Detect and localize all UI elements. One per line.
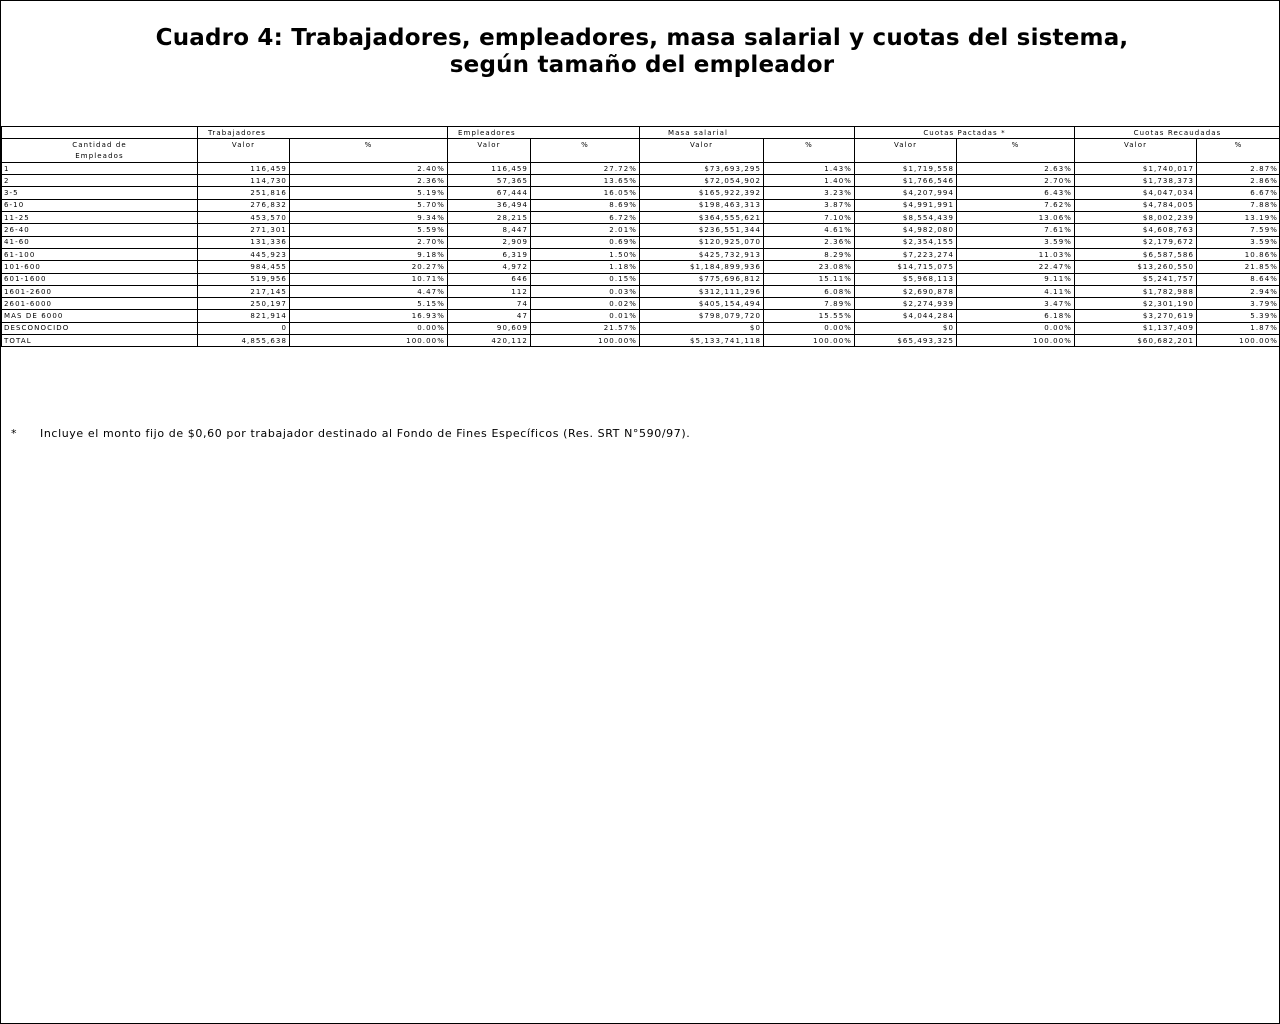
empty-cell — [290, 151, 448, 163]
value-cell: $1,782,988 — [1075, 285, 1197, 297]
sub-header-pct: % — [1197, 139, 1280, 151]
value-cell: 8,447 — [448, 224, 531, 236]
value-cell: 0.69% — [531, 236, 640, 248]
value-cell: 6.67% — [1197, 187, 1280, 199]
group-header-cuotas-pactadas: Cuotas Pactadas * — [855, 127, 1075, 139]
value-cell: $65,493,325 — [855, 335, 957, 347]
value-cell: $8,002,239 — [1075, 212, 1197, 224]
row-label-cell: 2601-6000 — [2, 298, 198, 310]
value-cell: 6.18% — [957, 310, 1075, 322]
value-cell: 0.03% — [531, 285, 640, 297]
value-cell: 2.36% — [290, 175, 448, 187]
value-cell: 20.27% — [290, 261, 448, 273]
sub-header-row — [2, 139, 1280, 151]
value-cell: $425,732,913 — [640, 248, 764, 260]
value-cell: 10.86% — [1197, 248, 1280, 260]
value-cell: 0.01% — [531, 310, 640, 322]
row-label-cell: 601-1600 — [2, 273, 198, 285]
value-cell: 646 — [448, 273, 531, 285]
footnote-marker: * — [11, 427, 18, 440]
empty-cell — [640, 151, 764, 163]
value-cell: 5.15% — [290, 298, 448, 310]
table-row — [2, 310, 1280, 322]
sub-header-valor: Valor — [855, 139, 957, 151]
value-cell: 7.62% — [957, 199, 1075, 211]
value-cell: 74 — [448, 298, 531, 310]
value-cell: 1.50% — [531, 248, 640, 260]
value-cell: $4,047,034 — [1075, 187, 1197, 199]
value-cell: 453,570 — [198, 212, 290, 224]
value-cell: 131,336 — [198, 236, 290, 248]
value-cell: 100.00% — [1197, 335, 1280, 347]
value-cell: 22.47% — [957, 261, 1075, 273]
value-cell: 7.10% — [764, 212, 855, 224]
sub-header-pct: % — [531, 139, 640, 151]
value-cell: 3.23% — [764, 187, 855, 199]
value-cell: 116,459 — [448, 162, 531, 174]
sub-header-pct: % — [957, 139, 1075, 151]
row-label-cell: 1601-2600 — [2, 285, 198, 297]
value-cell: $13,260,550 — [1075, 261, 1197, 273]
value-cell: 0 — [198, 322, 290, 334]
value-cell: $4,207,994 — [855, 187, 957, 199]
value-cell: 2.01% — [531, 224, 640, 236]
value-cell: $0 — [855, 322, 957, 334]
value-cell: 9.34% — [290, 212, 448, 224]
value-cell: 10.71% — [290, 273, 448, 285]
value-cell: $6,587,586 — [1075, 248, 1197, 260]
value-cell: $1,766,546 — [855, 175, 957, 187]
value-cell: 217,145 — [198, 285, 290, 297]
table-row — [2, 224, 1280, 236]
value-cell: 0.00% — [764, 322, 855, 334]
value-cell: $198,463,313 — [640, 199, 764, 211]
value-cell: 6.72% — [531, 212, 640, 224]
value-cell: $3,270,619 — [1075, 310, 1197, 322]
row-label-cell: 101-600 — [2, 261, 198, 273]
value-cell: $2,179,672 — [1075, 236, 1197, 248]
total-row — [2, 335, 1280, 347]
title-line-2: según tamaño del empleador — [449, 52, 835, 78]
data-table — [1, 126, 1280, 347]
row-label-cell: 11-25 — [2, 212, 198, 224]
value-cell: $1,719,558 — [855, 162, 957, 174]
value-cell: 2.86% — [1197, 175, 1280, 187]
value-cell: 11.03% — [957, 248, 1075, 260]
value-cell: 57,365 — [448, 175, 531, 187]
value-cell: 8.64% — [1197, 273, 1280, 285]
value-cell: 13.19% — [1197, 212, 1280, 224]
corner-cell — [2, 127, 198, 139]
value-cell: 2.63% — [957, 162, 1075, 174]
footnote — [11, 427, 690, 440]
footnote-text: Incluye el monto fijo de $0,60 por trabajador destinado al Fondo de Fines Específicos (Res. SRT N°590/97). — [40, 427, 691, 440]
empty-cell — [448, 151, 531, 163]
empty-cell — [1197, 151, 1280, 163]
value-cell: 27.72% — [531, 162, 640, 174]
sub-header-pct: % — [290, 139, 448, 151]
value-cell: $798,079,720 — [640, 310, 764, 322]
value-cell: $5,133,741,118 — [640, 335, 764, 347]
value-cell: 15.11% — [764, 273, 855, 285]
empty-cell — [855, 151, 957, 163]
value-cell: 3.59% — [957, 236, 1075, 248]
value-cell: 3.87% — [764, 199, 855, 211]
value-cell: 4.47% — [290, 285, 448, 297]
value-cell: 2.70% — [290, 236, 448, 248]
value-cell: 90,609 — [448, 322, 531, 334]
value-cell: 4.11% — [957, 285, 1075, 297]
value-cell: 100.00% — [764, 335, 855, 347]
value-cell: 250,197 — [198, 298, 290, 310]
value-cell: 420,112 — [448, 335, 531, 347]
value-cell: 2.36% — [764, 236, 855, 248]
row-label-cell: 1 — [2, 162, 198, 174]
page-title — [1, 25, 1280, 79]
group-header-row — [2, 127, 1280, 139]
value-cell: $2,690,878 — [855, 285, 957, 297]
value-cell: $14,715,075 — [855, 261, 957, 273]
value-cell: $60,682,201 — [1075, 335, 1197, 347]
value-cell: 0.00% — [290, 322, 448, 334]
sub-header-valor: Valor — [640, 139, 764, 151]
value-cell: 2,909 — [448, 236, 531, 248]
value-cell: 1.87% — [1197, 322, 1280, 334]
value-cell: 1.18% — [531, 261, 640, 273]
row-label-cell: TOTAL — [2, 335, 198, 347]
row-label-cell: 6-10 — [2, 199, 198, 211]
value-cell: $1,184,899,936 — [640, 261, 764, 273]
table-row — [2, 236, 1280, 248]
value-cell: $5,968,113 — [855, 273, 957, 285]
row-header-label-line-1: Cantidad de — [2, 139, 198, 151]
row-label-cell: 41-60 — [2, 236, 198, 248]
value-cell: 23.08% — [764, 261, 855, 273]
value-cell: $1,740,017 — [1075, 162, 1197, 174]
value-cell: $312,111,296 — [640, 285, 764, 297]
group-header-cuotas-recaudadas: Cuotas Recaudadas — [1075, 127, 1280, 139]
value-cell: 114,730 — [198, 175, 290, 187]
value-cell: 112 — [448, 285, 531, 297]
value-cell: 0.15% — [531, 273, 640, 285]
value-cell: 9.11% — [957, 273, 1075, 285]
value-cell: 821,914 — [198, 310, 290, 322]
value-cell: 100.00% — [957, 335, 1075, 347]
value-cell: 16.05% — [531, 187, 640, 199]
value-cell: 7.89% — [764, 298, 855, 310]
value-cell: 28,215 — [448, 212, 531, 224]
table-row — [2, 322, 1280, 334]
value-cell: 4,972 — [448, 261, 531, 273]
value-cell: 36,494 — [448, 199, 531, 211]
group-header-empleadores: Empleadores — [448, 127, 640, 139]
value-cell: 7.59% — [1197, 224, 1280, 236]
value-cell: 8.69% — [531, 199, 640, 211]
table-row — [2, 285, 1280, 297]
group-header-masa-salarial: Masa salarial — [640, 127, 855, 139]
value-cell: $2,274,939 — [855, 298, 957, 310]
value-cell: 2.87% — [1197, 162, 1280, 174]
sub-header-valor: Valor — [198, 139, 290, 151]
value-cell: 4,855,638 — [198, 335, 290, 347]
value-cell: 47 — [448, 310, 531, 322]
sub-header-pct: % — [764, 139, 855, 151]
value-cell: 7.61% — [957, 224, 1075, 236]
value-cell: 3.47% — [957, 298, 1075, 310]
value-cell: 21.57% — [531, 322, 640, 334]
value-cell: $4,044,284 — [855, 310, 957, 322]
row-label-cell: MAS DE 6000 — [2, 310, 198, 322]
value-cell: 5.59% — [290, 224, 448, 236]
empty-cell — [764, 151, 855, 163]
empty-cell — [198, 151, 290, 163]
value-cell: $165,922,392 — [640, 187, 764, 199]
row-label-cell: 61-100 — [2, 248, 198, 260]
value-cell: 21.85% — [1197, 261, 1280, 273]
value-cell: 5.39% — [1197, 310, 1280, 322]
value-cell: 519,956 — [198, 273, 290, 285]
value-cell: $4,784,005 — [1075, 199, 1197, 211]
value-cell: 6.43% — [957, 187, 1075, 199]
value-cell: 16.93% — [290, 310, 448, 322]
title-line-1: Cuadro 4: Trabajadores, empleadores, masa salarial y cuotas del sistema, — [155, 25, 1129, 51]
value-cell: $7,223,274 — [855, 248, 957, 260]
value-cell: 9.18% — [290, 248, 448, 260]
value-cell: $72,054,902 — [640, 175, 764, 187]
row-header-label-line-2: Empleados — [2, 151, 198, 163]
empty-cell — [1075, 151, 1197, 163]
value-cell: 2.70% — [957, 175, 1075, 187]
value-cell: $1,137,409 — [1075, 322, 1197, 334]
value-cell: 4.61% — [764, 224, 855, 236]
sub-header-valor: Valor — [448, 139, 531, 151]
table-row — [2, 199, 1280, 211]
value-cell: 100.00% — [290, 335, 448, 347]
group-header-trabajadores: Trabajadores — [198, 127, 448, 139]
value-cell: $775,696,812 — [640, 273, 764, 285]
value-cell: 2.40% — [290, 162, 448, 174]
value-cell: 251,816 — [198, 187, 290, 199]
empty-cell — [957, 151, 1075, 163]
value-cell: $2,301,190 — [1075, 298, 1197, 310]
value-cell: $120,925,070 — [640, 236, 764, 248]
table-row — [2, 248, 1280, 260]
value-cell: 984,455 — [198, 261, 290, 273]
value-cell: 2.94% — [1197, 285, 1280, 297]
value-cell: $73,693,295 — [640, 162, 764, 174]
table-row — [2, 187, 1280, 199]
value-cell: 8.29% — [764, 248, 855, 260]
value-cell: $4,608,763 — [1075, 224, 1197, 236]
value-cell: 100.00% — [531, 335, 640, 347]
row-label-cell: 2 — [2, 175, 198, 187]
value-cell: $0 — [640, 322, 764, 334]
value-cell: $8,554,439 — [855, 212, 957, 224]
table-row — [2, 273, 1280, 285]
row-label-cell: 3-5 — [2, 187, 198, 199]
value-cell: 15.55% — [764, 310, 855, 322]
value-cell: 445,923 — [198, 248, 290, 260]
value-cell: 1.40% — [764, 175, 855, 187]
value-cell: $405,154,494 — [640, 298, 764, 310]
value-cell: 5.19% — [290, 187, 448, 199]
table-row — [2, 175, 1280, 187]
value-cell: $1,738,373 — [1075, 175, 1197, 187]
value-cell: 116,459 — [198, 162, 290, 174]
value-cell: $4,991,991 — [855, 199, 957, 211]
value-cell: 1.43% — [764, 162, 855, 174]
sub-header-valor: Valor — [1075, 139, 1197, 151]
table-row — [2, 212, 1280, 224]
value-cell: 0.00% — [957, 322, 1075, 334]
value-cell: 276,832 — [198, 199, 290, 211]
row-label-cell: DESCONOCIDO — [2, 322, 198, 334]
value-cell: 0.02% — [531, 298, 640, 310]
row-label-cell: 26-40 — [2, 224, 198, 236]
sub-header-row-2 — [2, 151, 1280, 163]
value-cell: 13.65% — [531, 175, 640, 187]
value-cell: 13.06% — [957, 212, 1075, 224]
value-cell: 6,319 — [448, 248, 531, 260]
value-cell: 7.88% — [1197, 199, 1280, 211]
value-cell: 5.70% — [290, 199, 448, 211]
value-cell: 6.08% — [764, 285, 855, 297]
table-row — [2, 162, 1280, 174]
table-row — [2, 298, 1280, 310]
value-cell: 3.79% — [1197, 298, 1280, 310]
value-cell: $5,241,757 — [1075, 273, 1197, 285]
value-cell: 271,301 — [198, 224, 290, 236]
value-cell: $236,551,344 — [640, 224, 764, 236]
value-cell: $4,982,080 — [855, 224, 957, 236]
value-cell: $2,354,155 — [855, 236, 957, 248]
table-row — [2, 261, 1280, 273]
empty-cell — [531, 151, 640, 163]
value-cell: $364,555,621 — [640, 212, 764, 224]
value-cell: 67,444 — [448, 187, 531, 199]
value-cell: 3.59% — [1197, 236, 1280, 248]
